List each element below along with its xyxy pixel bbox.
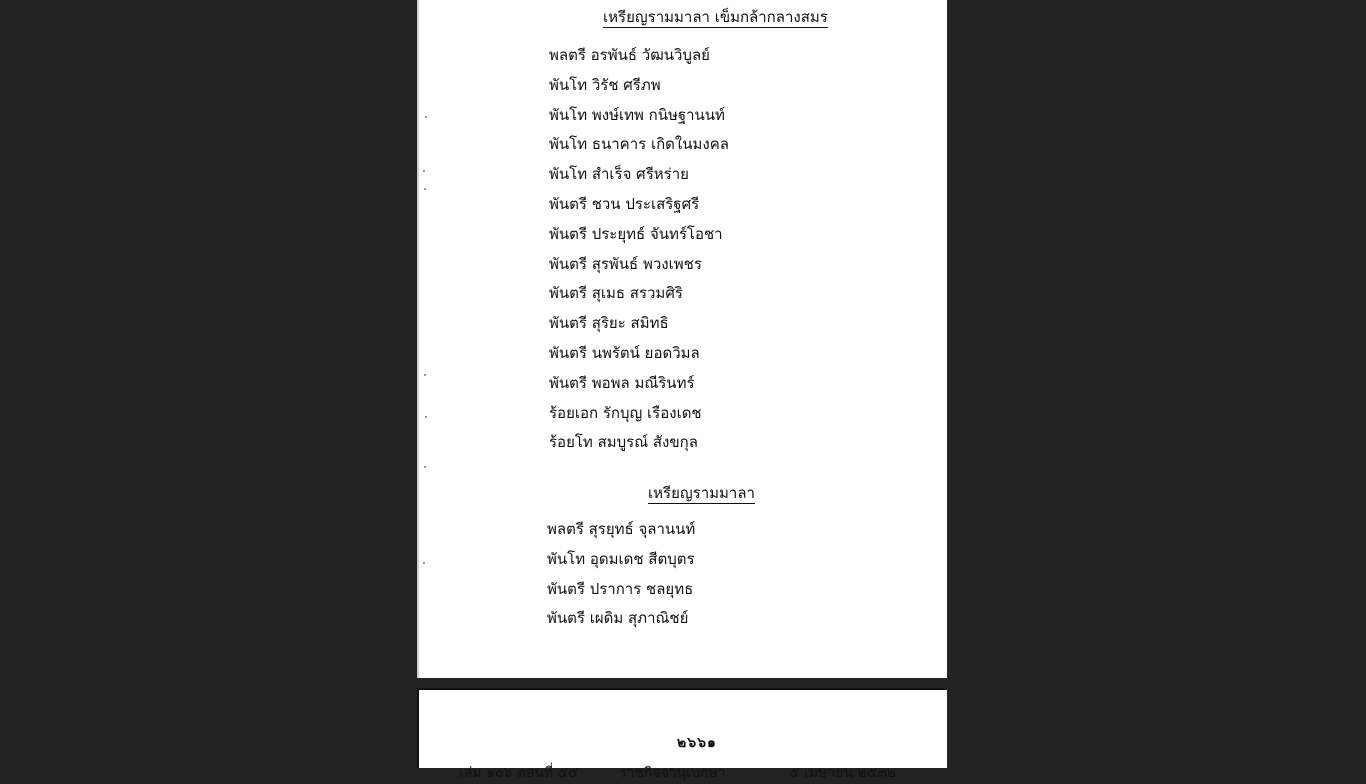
list-item: พันโท วิรัช ศรีภพ bbox=[549, 75, 661, 94]
list-item: พันโท สำเร็จ ศรีหร่าย bbox=[549, 165, 689, 184]
list-item: พันโท พงษ์เทพ กนิษฐานนท์ bbox=[549, 105, 725, 124]
scan-speck bbox=[424, 466, 426, 468]
list-item: พันโท ธนาคาร เกิดในมงคล bbox=[549, 135, 729, 154]
list-item: พันตรี พอพล มณีรินทร์ bbox=[549, 373, 695, 392]
list-item: พันโท อุดมเดช สีตบุตร bbox=[547, 549, 695, 568]
list-item: พลตรี อรพันธ์ วัฒนวิบูลย์ bbox=[549, 46, 710, 64]
scan-speck bbox=[425, 416, 427, 418]
scan-speck bbox=[423, 170, 425, 172]
scan-speck bbox=[423, 562, 425, 564]
list-item: พลตรี สุรยุทธ์ จุลานนท์ bbox=[547, 520, 696, 538]
list-item: พันตรี สุรพันธ์ พวงเพชร bbox=[549, 254, 702, 273]
page-number: ๒๖๖๑ bbox=[677, 735, 717, 751]
scan-speck bbox=[424, 188, 426, 190]
publication-date: ๕ เมษายน ๒๕๓๒ bbox=[789, 765, 896, 781]
list-item: พันตรี สุริยะ สมิทธิ bbox=[549, 314, 669, 333]
list-item: พันตรี ปราการ ชลยุทธ bbox=[547, 579, 694, 598]
list-item: พันตรี ประยุทธ์ จันทร์โอชา bbox=[549, 224, 723, 243]
section-title-rama-medal: เหรียญรามมาลา bbox=[648, 484, 755, 502]
list-item: พันตรี เผดิม สุภาณิชย์ bbox=[547, 609, 689, 628]
honoree-list-rama-medal bbox=[547, 520, 695, 639]
list-item: พันตรี สุเมธ สรวมศิริ bbox=[549, 284, 683, 303]
publication-name: ราชกิจจานุเบกษา bbox=[619, 765, 726, 781]
document-page-2 bbox=[417, 688, 947, 781]
honoree-list-rama-medal-bravery-pin bbox=[549, 46, 729, 463]
issue-reference: เล่ม ๑๐๖ ตอนที่ ๕๕ bbox=[459, 765, 579, 781]
list-item: พันตรี ชวน ประเสริฐศรี bbox=[549, 194, 700, 213]
page-header-line bbox=[459, 762, 919, 781]
list-item: ร้อยเอก รักบุญ เรืองเดช bbox=[549, 403, 702, 422]
document-page-1 bbox=[417, 0, 947, 678]
scan-speck bbox=[425, 116, 427, 118]
scan-speck bbox=[424, 374, 426, 376]
list-item: พันตรี นพรัตน์ ยอดวิมล bbox=[549, 343, 700, 362]
section-title-rama-medal-bravery-pin: เหรียญรามมาลา เข็มกล้ากลางสมร bbox=[603, 8, 828, 26]
list-item: ร้อยโท สมบูรณ์ สังขกุล bbox=[549, 433, 698, 452]
